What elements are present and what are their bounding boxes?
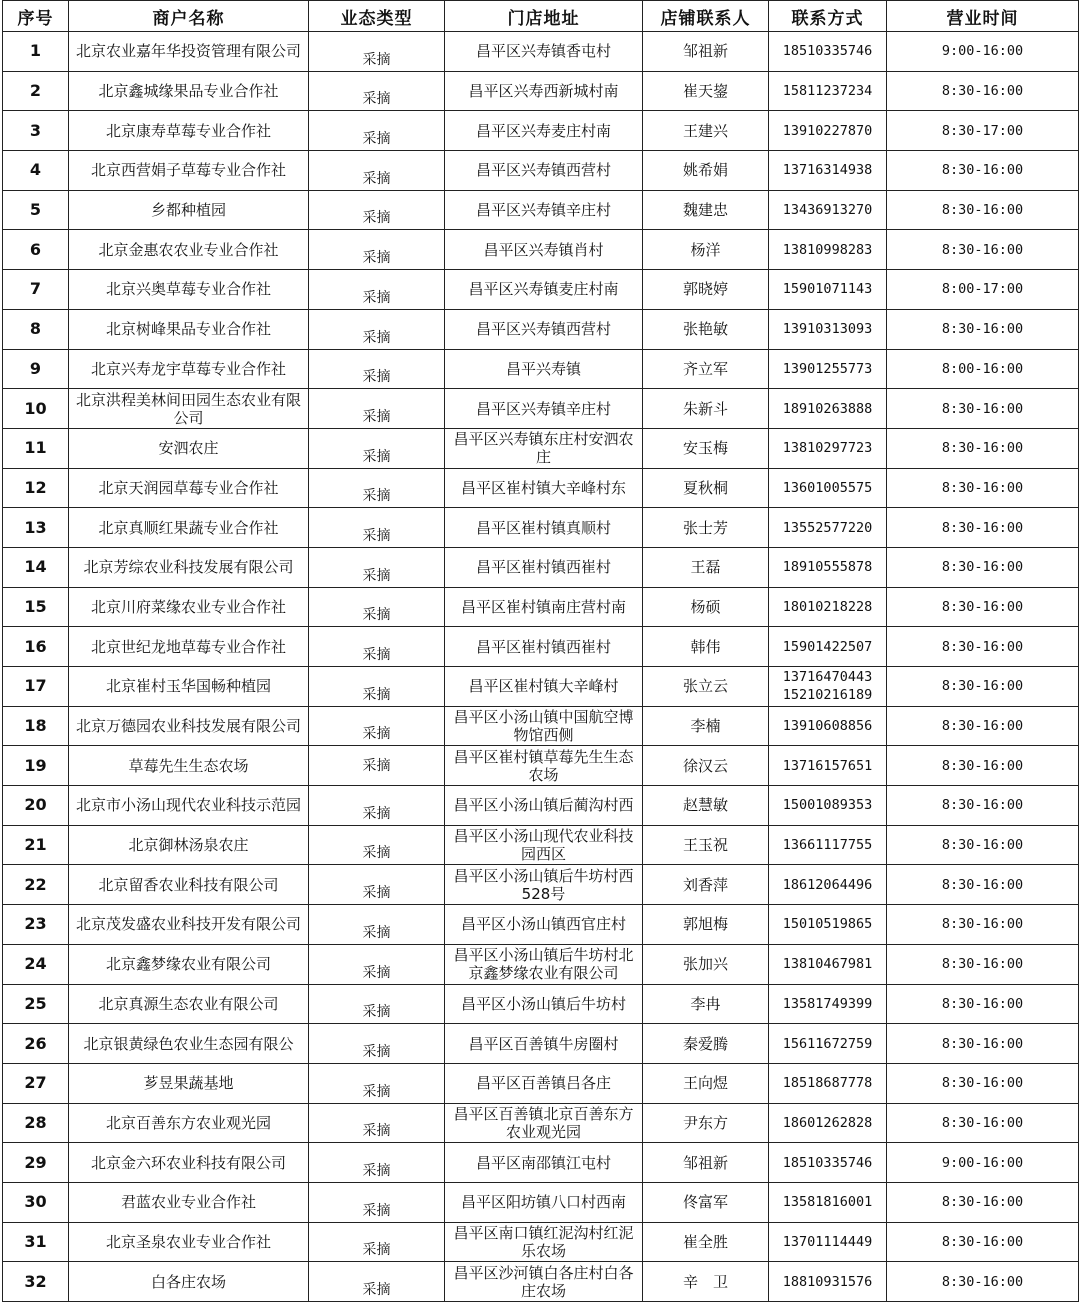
cell-hours: 8:00-17:00 [887, 270, 1079, 310]
cell-hours: 8:30-16:00 [887, 746, 1079, 786]
cell-contact-person: 刘香萍 [643, 865, 769, 905]
cell-business-type: 采摘 [309, 587, 445, 627]
cell-index: 3 [3, 111, 69, 151]
cell-contact-person: 夏秋桐 [643, 468, 769, 508]
cell-phone: 18601262828 [769, 1103, 887, 1143]
cell-phone: 13901255773 [769, 349, 887, 389]
table-row [3, 309, 1079, 349]
cell-merchant-name: 白各庄农场 [69, 1262, 309, 1302]
cell-contact-person: 杨洋 [643, 230, 769, 270]
cell-phone: 15010519865 [769, 905, 887, 945]
cell-contact-person: 邹祖新 [643, 1143, 769, 1183]
cell-contact-person: 辛 卫 [643, 1262, 769, 1302]
cell-store-address: 昌平区兴寿镇西营村 [445, 309, 643, 349]
cell-store-address: 昌平区小汤山镇后牛坊村 [445, 984, 643, 1024]
cell-business-type: 采摘 [309, 1103, 445, 1143]
cell-store-address: 昌平区兴寿麦庄村南 [445, 111, 643, 151]
table-row [3, 349, 1079, 389]
cell-contact-person: 姚希娟 [643, 151, 769, 191]
cell-index: 28 [3, 1103, 69, 1143]
cell-hours: 8:30-16:00 [887, 667, 1079, 707]
header-phone: 联系方式 [769, 1, 887, 32]
cell-phone: 13581816001 [769, 1182, 887, 1222]
cell-contact-person: 邹祖新 [643, 32, 769, 72]
table-row [3, 944, 1079, 984]
table-row [3, 1024, 1079, 1064]
cell-business-type: 采摘 [309, 32, 445, 72]
cell-contact-person: 张立云 [643, 667, 769, 707]
cell-index: 22 [3, 865, 69, 905]
cell-merchant-name: 北京康寿草莓专业合作社 [69, 111, 309, 151]
cell-merchant-name: 北京市小汤山现代农业科技示范园 [69, 786, 309, 826]
cell-contact-person: 崔天鋆 [643, 71, 769, 111]
cell-merchant-name: 北京天润园草莓专业合作社 [69, 468, 309, 508]
cell-merchant-name: 北京世纪龙地草莓专业合作社 [69, 627, 309, 667]
cell-store-address: 昌平区百善镇牛房圈村 [445, 1024, 643, 1064]
cell-hours: 9:00-16:00 [887, 1143, 1079, 1183]
table-row [3, 786, 1079, 826]
cell-store-address: 昌平区阳坊镇八口村西南 [445, 1182, 643, 1222]
cell-hours: 8:30-16:00 [887, 984, 1079, 1024]
cell-phone: 13810998283 [769, 230, 887, 270]
cell-contact-person: 朱新斗 [643, 389, 769, 429]
cell-hours: 8:30-16:00 [887, 1063, 1079, 1103]
cell-merchant-name: 芗昱果蔬基地 [69, 1063, 309, 1103]
cell-contact-person: 秦爱腾 [643, 1024, 769, 1064]
cell-business-type: 采摘 [309, 111, 445, 151]
cell-hours: 8:30-16:00 [887, 587, 1079, 627]
cell-store-address: 昌平区小汤山镇后蔺沟村西 [445, 786, 643, 826]
header-merchant-name: 商户名称 [69, 1, 309, 32]
cell-hours: 8:00-16:00 [887, 349, 1079, 389]
cell-merchant-name: 北京鑫梦缘农业有限公司 [69, 944, 309, 984]
cell-phone: 13581749399 [769, 984, 887, 1024]
cell-store-address: 昌平区兴寿镇辛庄村 [445, 389, 643, 429]
cell-business-type: 采摘 [309, 428, 445, 468]
table-row [3, 151, 1079, 191]
cell-merchant-name: 北京御林汤泉农庄 [69, 825, 309, 865]
cell-index: 15 [3, 587, 69, 627]
cell-merchant-name: 北京树峰果品专业合作社 [69, 309, 309, 349]
table-row [3, 230, 1079, 270]
cell-store-address: 昌平区崔村镇草莓先生生态农场 [445, 746, 643, 786]
table-row [3, 1143, 1079, 1183]
cell-merchant-name: 君蓝农业专业合作社 [69, 1182, 309, 1222]
cell-merchant-name: 北京银黄绿色农业生态园有限公 [69, 1024, 309, 1064]
table-row [3, 508, 1079, 548]
cell-hours: 8:30-16:00 [887, 1103, 1079, 1143]
cell-hours: 8:30-16:00 [887, 151, 1079, 191]
cell-contact-person: 魏建忠 [643, 190, 769, 230]
header-contact-person: 店铺联系人 [643, 1, 769, 32]
cell-index: 4 [3, 151, 69, 191]
cell-business-type: 采摘 [309, 1024, 445, 1064]
table-row [3, 667, 1079, 707]
cell-phone: 18510335746 [769, 32, 887, 72]
cell-contact-person: 王向煜 [643, 1063, 769, 1103]
cell-merchant-name: 北京万德园农业科技发展有限公司 [69, 706, 309, 746]
cell-index: 2 [3, 71, 69, 111]
cell-store-address: 昌平区兴寿西新城村南 [445, 71, 643, 111]
cell-business-type: 采摘 [309, 1063, 445, 1103]
cell-hours: 9:00-16:00 [887, 32, 1079, 72]
cell-merchant-name: 北京百善东方农业观光园 [69, 1103, 309, 1143]
cell-business-type: 采摘 [309, 468, 445, 508]
cell-store-address: 昌平区兴寿镇香屯村 [445, 32, 643, 72]
cell-merchant-name: 北京圣泉农业专业合作社 [69, 1222, 309, 1262]
cell-merchant-name: 北京金六环农业科技有限公司 [69, 1143, 309, 1183]
cell-contact-person: 赵慧敏 [643, 786, 769, 826]
cell-business-type: 采摘 [309, 1222, 445, 1262]
cell-phone: 18612064496 [769, 865, 887, 905]
cell-contact-person: 王建兴 [643, 111, 769, 151]
cell-merchant-name: 北京鑫城缘果品专业合作社 [69, 71, 309, 111]
cell-index: 11 [3, 428, 69, 468]
table-row [3, 706, 1079, 746]
table-row [3, 111, 1079, 151]
cell-phone: 13552577220 [769, 508, 887, 548]
table-header-row [3, 1, 1079, 32]
cell-business-type: 采摘 [309, 746, 445, 786]
cell-index: 29 [3, 1143, 69, 1183]
header-business-type: 业态类型 [309, 1, 445, 32]
cell-store-address: 昌平区沙河镇白各庄村白各庄农场 [445, 1262, 643, 1302]
cell-store-address: 昌平区崔村镇大辛峰村东 [445, 468, 643, 508]
cell-business-type: 采摘 [309, 706, 445, 746]
cell-store-address: 昌平区南口镇红泥沟村红泥乐农场 [445, 1222, 643, 1262]
cell-contact-person: 齐立军 [643, 349, 769, 389]
cell-index: 27 [3, 1063, 69, 1103]
cell-business-type: 采摘 [309, 547, 445, 587]
merchant-table [2, 0, 1079, 1302]
cell-store-address: 昌平区兴寿镇西营村 [445, 151, 643, 191]
cell-hours: 8:30-16:00 [887, 230, 1079, 270]
cell-contact-person: 郭晓婷 [643, 270, 769, 310]
cell-phone: 18518687778 [769, 1063, 887, 1103]
cell-store-address: 昌平区小汤山镇西官庄村 [445, 905, 643, 945]
header-store-address: 门店地址 [445, 1, 643, 32]
cell-business-type: 采摘 [309, 786, 445, 826]
cell-business-type: 采摘 [309, 270, 445, 310]
cell-index: 19 [3, 746, 69, 786]
cell-phone: 15901071143 [769, 270, 887, 310]
cell-store-address: 昌平区小汤山镇后牛坊村西528号 [445, 865, 643, 905]
cell-store-address: 昌平区兴寿镇麦庄村南 [445, 270, 643, 310]
cell-contact-person: 张加兴 [643, 944, 769, 984]
cell-contact-person: 王磊 [643, 547, 769, 587]
cell-merchant-name: 北京洪程美林间田园生态农业有限公司 [69, 389, 309, 429]
cell-hours: 8:30-16:00 [887, 627, 1079, 667]
cell-index: 21 [3, 825, 69, 865]
table-row [3, 71, 1079, 111]
cell-contact-person: 郭旭梅 [643, 905, 769, 945]
cell-business-type: 采摘 [309, 984, 445, 1024]
cell-hours: 8:30-16:00 [887, 389, 1079, 429]
cell-business-type: 采摘 [309, 667, 445, 707]
cell-phone: 13910608856 [769, 706, 887, 746]
cell-business-type: 采摘 [309, 1143, 445, 1183]
cell-hours: 8:30-16:00 [887, 1182, 1079, 1222]
table-row [3, 1262, 1079, 1302]
cell-store-address: 昌平区崔村镇南庄营村南 [445, 587, 643, 627]
cell-phone: 15811237234 [769, 71, 887, 111]
cell-contact-person: 张艳敏 [643, 309, 769, 349]
cell-hours: 8:30-16:00 [887, 706, 1079, 746]
cell-phone: 13716314938 [769, 151, 887, 191]
cell-hours: 8:30-16:00 [887, 865, 1079, 905]
cell-hours: 8:30-16:00 [887, 547, 1079, 587]
table-row [3, 905, 1079, 945]
cell-phone: 13910227870 [769, 111, 887, 151]
cell-business-type: 采摘 [309, 508, 445, 548]
cell-phone: 13910313093 [769, 309, 887, 349]
cell-index: 31 [3, 1222, 69, 1262]
cell-merchant-name: 北京川府菜缘农业专业合作社 [69, 587, 309, 627]
cell-merchant-name: 北京真源生态农业有限公司 [69, 984, 309, 1024]
cell-merchant-name: 北京兴奥草莓专业合作社 [69, 270, 309, 310]
table-row [3, 1103, 1079, 1143]
cell-store-address: 昌平区小汤山镇后牛坊村北京鑫梦缘农业有限公司 [445, 944, 643, 984]
cell-contact-person: 王玉祝 [643, 825, 769, 865]
cell-index: 30 [3, 1182, 69, 1222]
cell-phone: 15001089353 [769, 786, 887, 826]
table-row [3, 32, 1079, 72]
cell-hours: 8:30-16:00 [887, 825, 1079, 865]
cell-phone: 18910263888 [769, 389, 887, 429]
cell-business-type: 采摘 [309, 309, 445, 349]
cell-index: 23 [3, 905, 69, 945]
cell-store-address: 昌平区崔村镇西崔村 [445, 547, 643, 587]
cell-store-address: 昌平区兴寿镇东庄村安泗农庄 [445, 428, 643, 468]
cell-index: 25 [3, 984, 69, 1024]
table-row [3, 190, 1079, 230]
cell-store-address: 昌平区南邵镇江屯村 [445, 1143, 643, 1183]
cell-contact-person: 安玉梅 [643, 428, 769, 468]
cell-phone: 13436913270 [769, 190, 887, 230]
cell-store-address: 昌平区兴寿镇肖村 [445, 230, 643, 270]
table-row [3, 627, 1079, 667]
cell-contact-person: 佟富军 [643, 1182, 769, 1222]
cell-index: 10 [3, 389, 69, 429]
table-row [3, 547, 1079, 587]
cell-phone: 18910555878 [769, 547, 887, 587]
cell-phone: 13601005575 [769, 468, 887, 508]
cell-merchant-name: 北京农业嘉年华投资管理有限公司 [69, 32, 309, 72]
cell-business-type: 采摘 [309, 151, 445, 191]
cell-business-type: 采摘 [309, 190, 445, 230]
table-row [3, 270, 1079, 310]
cell-business-type: 采摘 [309, 865, 445, 905]
table-row [3, 1182, 1079, 1222]
table-row [3, 1063, 1079, 1103]
cell-hours: 8:30-16:00 [887, 1024, 1079, 1064]
table-row [3, 984, 1079, 1024]
cell-merchant-name: 北京真顺红果蔬专业合作社 [69, 508, 309, 548]
cell-merchant-name: 乡都种植园 [69, 190, 309, 230]
cell-store-address: 昌平区百善镇北京百善东方农业观光园 [445, 1103, 643, 1143]
header-index: 序号 [3, 1, 69, 32]
header-hours: 营业时间 [887, 1, 1079, 32]
table-row [3, 428, 1079, 468]
table-row [3, 587, 1079, 627]
cell-index: 24 [3, 944, 69, 984]
cell-contact-person: 崔全胜 [643, 1222, 769, 1262]
cell-merchant-name: 草莓先生生态农场 [69, 746, 309, 786]
cell-index: 9 [3, 349, 69, 389]
cell-store-address: 昌平区崔村镇大辛峰村 [445, 667, 643, 707]
cell-hours: 8:30-16:00 [887, 786, 1079, 826]
cell-phone: 13810297723 [769, 428, 887, 468]
cell-merchant-name: 北京茂发盛农业科技开发有限公司 [69, 905, 309, 945]
cell-business-type: 采摘 [309, 349, 445, 389]
cell-index: 7 [3, 270, 69, 310]
cell-merchant-name: 北京崔村玉华国畅种植园 [69, 667, 309, 707]
cell-contact-person: 尹东方 [643, 1103, 769, 1143]
cell-index: 5 [3, 190, 69, 230]
cell-business-type: 采摘 [309, 389, 445, 429]
cell-phone: 13661117755 [769, 825, 887, 865]
cell-hours: 8:30-16:00 [887, 468, 1079, 508]
cell-contact-person: 张士芳 [643, 508, 769, 548]
cell-index: 32 [3, 1262, 69, 1302]
cell-phone: 18010218228 [769, 587, 887, 627]
cell-business-type: 采摘 [309, 905, 445, 945]
table-row [3, 1222, 1079, 1262]
cell-hours: 8:30-16:00 [887, 944, 1079, 984]
cell-index: 14 [3, 547, 69, 587]
cell-merchant-name: 北京留香农业科技有限公司 [69, 865, 309, 905]
cell-store-address: 昌平区崔村镇西崔村 [445, 627, 643, 667]
cell-merchant-name: 北京芳综农业科技发展有限公司 [69, 547, 309, 587]
cell-hours: 8:30-16:00 [887, 71, 1079, 111]
table-row [3, 865, 1079, 905]
cell-business-type: 采摘 [309, 1262, 445, 1302]
cell-contact-person: 徐汉云 [643, 746, 769, 786]
cell-index: 12 [3, 468, 69, 508]
cell-hours: 8:30-16:00 [887, 309, 1079, 349]
cell-hours: 8:30-16:00 [887, 428, 1079, 468]
cell-business-type: 采摘 [309, 944, 445, 984]
cell-business-type: 采摘 [309, 1182, 445, 1222]
cell-hours: 8:30-16:00 [887, 905, 1079, 945]
cell-merchant-name: 北京金惠农农业专业合作社 [69, 230, 309, 270]
cell-store-address: 昌平区兴寿镇辛庄村 [445, 190, 643, 230]
cell-index: 20 [3, 786, 69, 826]
cell-phone: 13810467981 [769, 944, 887, 984]
cell-index: 17 [3, 667, 69, 707]
cell-index: 18 [3, 706, 69, 746]
cell-phone: 13716470443 15210216189 [769, 667, 887, 707]
cell-merchant-name: 安泗农庄 [69, 428, 309, 468]
cell-hours: 8:30-16:00 [887, 1222, 1079, 1262]
cell-business-type: 采摘 [309, 627, 445, 667]
cell-phone: 18810931576 [769, 1262, 887, 1302]
cell-phone: 18510335746 [769, 1143, 887, 1183]
cell-contact-person: 韩伟 [643, 627, 769, 667]
cell-merchant-name: 北京西营娟子草莓专业合作社 [69, 151, 309, 191]
table-row [3, 389, 1079, 429]
cell-business-type: 采摘 [309, 230, 445, 270]
cell-phone: 13716157651 [769, 746, 887, 786]
cell-store-address: 昌平区崔村镇真顺村 [445, 508, 643, 548]
cell-phone: 15611672759 [769, 1024, 887, 1064]
table-row [3, 468, 1079, 508]
cell-business-type: 采摘 [309, 71, 445, 111]
cell-hours: 8:30-16:00 [887, 190, 1079, 230]
cell-business-type: 采摘 [309, 825, 445, 865]
cell-index: 26 [3, 1024, 69, 1064]
table-row [3, 825, 1079, 865]
cell-store-address: 昌平区百善镇吕各庄 [445, 1063, 643, 1103]
table-row [3, 746, 1079, 786]
cell-contact-person: 李楠 [643, 706, 769, 746]
cell-phone: 15901422507 [769, 627, 887, 667]
cell-index: 1 [3, 32, 69, 72]
cell-phone: 13701114449 [769, 1222, 887, 1262]
cell-store-address: 昌平区小汤山现代农业科技园西区 [445, 825, 643, 865]
cell-index: 8 [3, 309, 69, 349]
cell-hours: 8:30-17:00 [887, 111, 1079, 151]
cell-index: 6 [3, 230, 69, 270]
cell-store-address: 昌平兴寿镇 [445, 349, 643, 389]
cell-index: 13 [3, 508, 69, 548]
cell-contact-person: 李冉 [643, 984, 769, 1024]
cell-hours: 8:30-16:00 [887, 508, 1079, 548]
cell-store-address: 昌平区小汤山镇中国航空博物馆西侧 [445, 706, 643, 746]
cell-merchant-name: 北京兴寿龙宇草莓专业合作社 [69, 349, 309, 389]
cell-hours: 8:30-16:00 [887, 1262, 1079, 1302]
cell-index: 16 [3, 627, 69, 667]
cell-contact-person: 杨硕 [643, 587, 769, 627]
